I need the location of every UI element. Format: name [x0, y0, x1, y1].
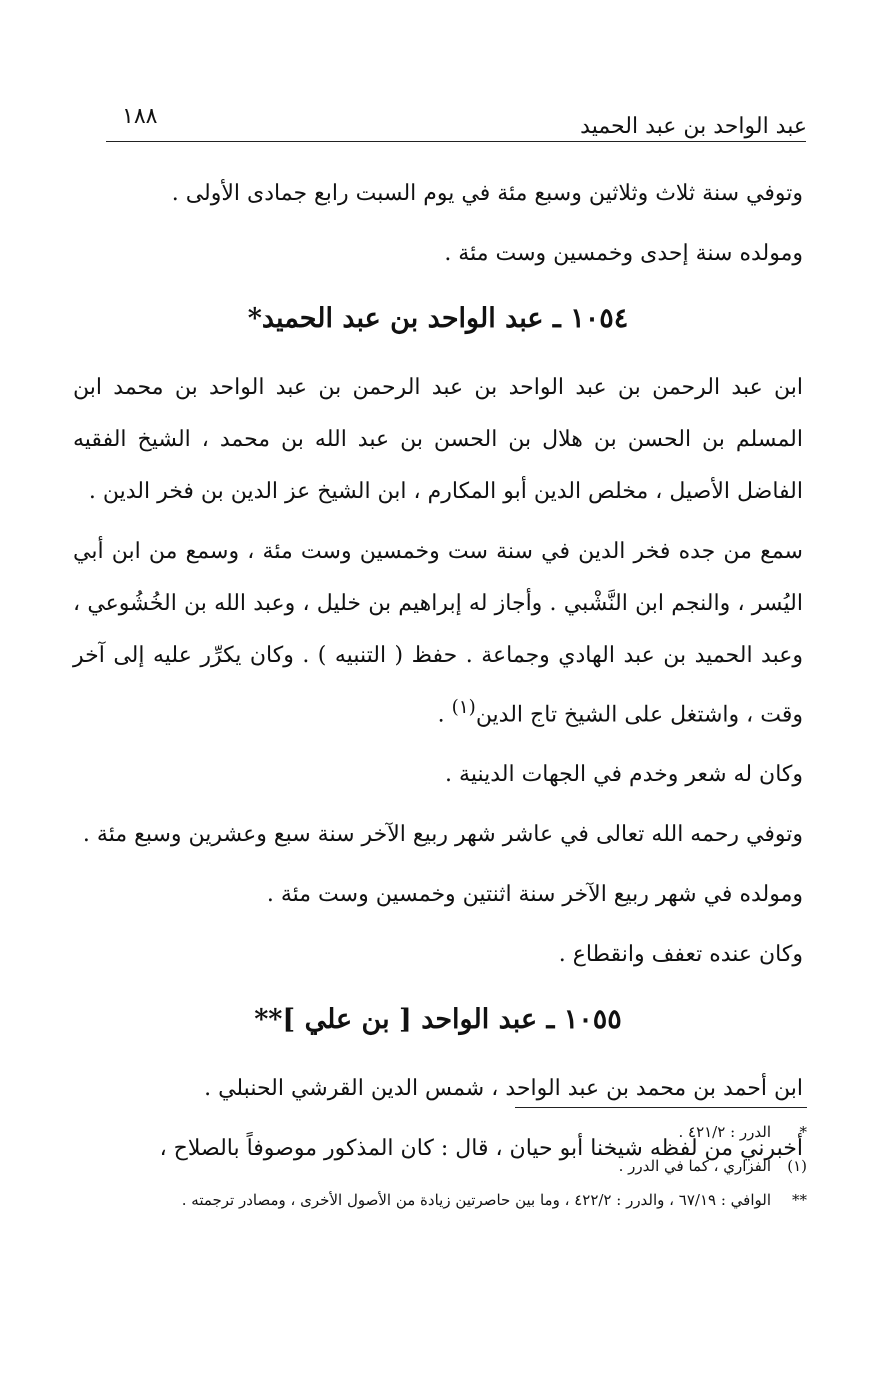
paragraph-birth-date: ومولده سنة إحدى وخمسين وست مئة . [444, 241, 803, 266]
entry-heading-1054: ١٠٥٤ ـ عبد الواحد بن عبد الحميد* [247, 303, 629, 334]
footnote-text: الفزاري ، كما في الدرر . [618, 1157, 771, 1175]
footnote-mark: (١) [787, 1157, 807, 1175]
paragraph-death: وتوفي رحمه الله تعالى في عاشر شهر ربيع الآخر سنة سبع وعشرين وسبع مئة . [82, 822, 803, 848]
footnote [77, 1149, 807, 1183]
paragraph-character: وكان عنده تعفف وانقطاع . [558, 942, 803, 968]
footnote-rule [515, 1107, 807, 1108]
footnote [77, 1183, 807, 1217]
paragraph-poetry: وكان له شعر وخدم في الجهات الدينية . [445, 762, 803, 788]
paragraph-report: أخبرني من لفظه شيخنا أبو حيان ، قال : كان المذكور موصوفاً بالصلاح ، [159, 1136, 803, 1162]
main-text [73, 168, 803, 1183]
paragraph-birth: ومولده في شهر ربيع الآخر سنة اثنتين وخمسين وست مئة . [266, 882, 803, 908]
entry-heading-1055: ١٠٥٥ ـ عبد الواحد [ بن علي ]** [254, 1004, 622, 1036]
paragraph-studies-text: سمع من جده فخر الدين في سنة ست وخمسين وست مئة ، وسمع من ابن أبي اليُسر ، والنجم ابن النَّشْبي . وأجاز له إبراهيم بن خليل ، وعبد الله بن الخُشُوعي ، وعبد الحميد بن عبد الهادي وجماعة . حفظ ( التنبيه ) . وكان يكرِّر عليه إلى آخر وقت ، واشتغل على الشيخ تاج الدين [73, 539, 803, 728]
page-number: ١٨٨ [122, 104, 158, 129]
paragraph-death-date: وتوفي سنة ثلاث وثلاثين وسبع مئة في يوم السبت رابع جمادى الأولى . [171, 181, 803, 206]
footnotes [77, 1115, 807, 1217]
footnote-text: الوافي : ٦٧/١٩ ، والدرر : ٤٢٢/٢ ، وما بين حاصرتين زيادة من الأصول الأخرى ، ومصادر ترجمته . [181, 1191, 771, 1209]
footnote [77, 1115, 807, 1149]
footnote-text: الدرر : ٤٢١/٢ . [678, 1123, 771, 1141]
paragraph-lineage-2: ابن أحمد بن محمد بن عبد الواحد ، شمس الدين القرشي الحنبلي . [204, 1076, 803, 1102]
footnote-mark: * [799, 1123, 807, 1141]
running-title: عبد الواحد بن عبد الحميد [580, 114, 807, 139]
paragraph-lineage: ابن عبد الرحمن بن عبد الواحد بن عبد الرحمن بن عبد الواحد بن محمد ابن المسلم بن الحسن بن هلال بن الحسن بن عبد الله بن محمد ، الشيخ الفقيه الفاضل الأصيل ، مخلص الدين أبو المكارم ، ابن الشيخ عز الدين بن فخر الدين . [73, 375, 803, 504]
paragraph-studies-end: . [437, 702, 452, 728]
header-rule [106, 141, 806, 142]
footnote-mark: ** [792, 1191, 807, 1209]
footnote-ref-1: (١) [451, 697, 476, 718]
paragraph-studies [73, 526, 803, 741]
